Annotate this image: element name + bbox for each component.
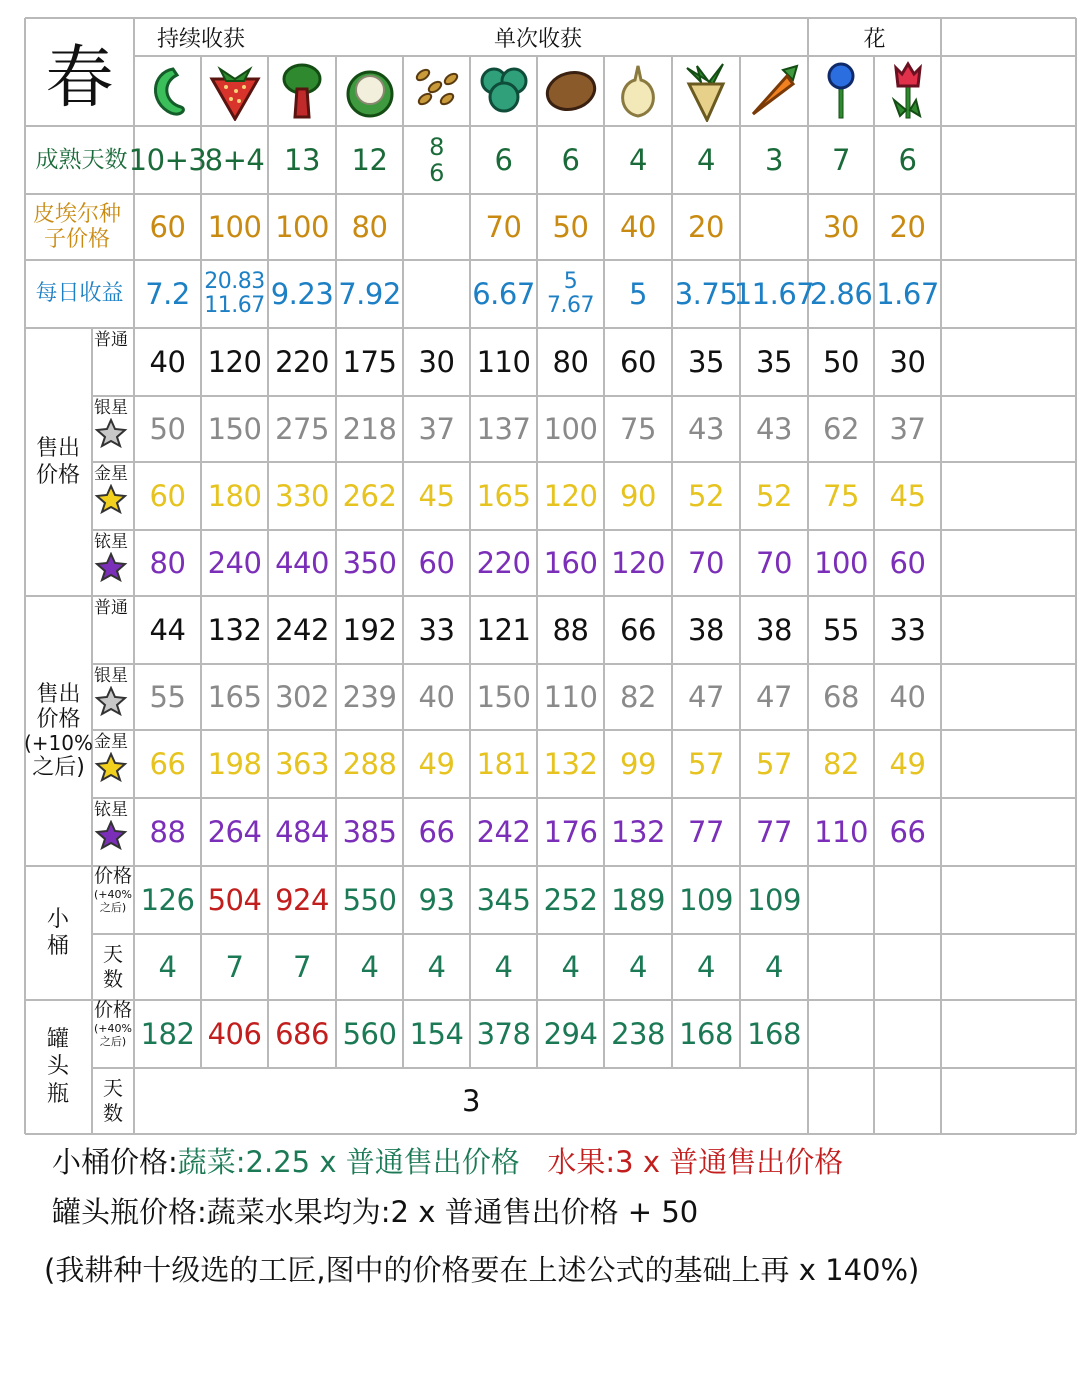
sell_normal-cell: 30 (418, 345, 455, 379)
footer-keg-formula (52, 1140, 843, 1181)
quality-label-text: 金星 (94, 464, 128, 484)
after_iridium-cell: 66 (418, 815, 455, 849)
footer-jar-formula (52, 1190, 698, 1231)
days-cell: 13 (284, 143, 320, 177)
iridium-after-star-icon (92, 820, 128, 853)
after_normal-cell: 88 (552, 613, 589, 647)
group-continuous: 持续收获 (156, 26, 245, 52)
sell_iridium-cell: 240 (207, 546, 262, 580)
keg_price-cell: 550 (342, 883, 397, 917)
quality-label-silver (92, 396, 134, 462)
sell_gold-cell: 330 (275, 479, 329, 513)
sell_silver-cell: 137 (476, 412, 531, 446)
seed_price-cell: 50 (552, 210, 589, 244)
sell_gold-cell: 52 (688, 479, 724, 513)
quality-label-text: 普通 (94, 330, 128, 350)
sell_iridium-cell: 70 (688, 546, 724, 580)
quality-label-gold (92, 462, 134, 530)
sell_gold-cell: 120 (543, 479, 598, 513)
daily_profit-cell: 7.92 (338, 277, 401, 311)
sell_normal-cell: 220 (275, 345, 329, 379)
after_iridium-cell: 242 (476, 815, 531, 849)
keg_days-cell: 4 (360, 950, 379, 984)
daily_profit-cell: 2.86 (809, 277, 873, 311)
keg_days-cell: 4 (629, 950, 647, 984)
label-line: 售出价格 (36, 681, 81, 732)
sell_gold-cell: 52 (756, 479, 792, 513)
sell_silver-cell: 150 (207, 412, 262, 446)
tulip-icon (874, 56, 941, 126)
after_normal-cell: 132 (207, 613, 262, 647)
daily_profit-cell: 6.67 (472, 277, 535, 311)
sell_silver-cell: 62 (823, 412, 859, 446)
quality-label-text: 普通 (94, 598, 128, 618)
cell-line: 5 (563, 268, 578, 294)
after_silver-cell: 82 (620, 680, 656, 714)
daily_profit-cell: 7.2 (145, 277, 190, 311)
jar_price-cell: 560 (342, 1017, 397, 1051)
row-label-jar: 罐头瓶 (46, 1026, 69, 1107)
daily_profit-cell (537, 260, 604, 328)
label-line: 之后) (32, 755, 85, 781)
daily_profit-cell (201, 260, 268, 328)
after_silver-cell: 110 (543, 680, 598, 714)
price-note-text: (+40%之后) (94, 1021, 132, 1049)
jar-days-cell: 3 (462, 1084, 480, 1118)
seed_price-cell: 70 (485, 210, 522, 244)
days-cell: 4 (629, 143, 647, 177)
keg_days-cell: 4 (494, 950, 513, 984)
daily_profit-cell: 1.67 (876, 277, 939, 311)
daily_profit-cell: 5 (629, 277, 647, 311)
row-label-days: 成熟天数 (35, 146, 128, 173)
after_iridium-cell: 110 (814, 815, 868, 849)
quality-label-gold-after (92, 730, 134, 798)
cell-line: 7.67 (547, 293, 594, 318)
wheat-icon (403, 56, 470, 126)
seed_price-cell: 60 (149, 210, 186, 244)
sell_silver-cell: 75 (620, 412, 656, 446)
quality-label-text: 银星 (94, 666, 128, 686)
daily_profit-cell: 11.67 (733, 277, 815, 311)
days-cell: 4 (697, 143, 715, 177)
after_silver-cell: 40 (889, 680, 926, 714)
after_iridium-cell: 385 (342, 815, 397, 849)
days-cell: 7 (832, 143, 850, 177)
after_gold-cell: 99 (620, 747, 656, 781)
after_normal-cell: 66 (620, 613, 656, 647)
keg_days-cell: 4 (158, 950, 177, 984)
after_iridium-cell: 176 (543, 815, 598, 849)
blue-jazz-icon (808, 56, 874, 126)
after_gold-cell: 181 (476, 747, 531, 781)
seed_price-cell: 100 (275, 210, 329, 244)
keg_price-cell: 924 (275, 883, 329, 917)
seed_price-cell: 20 (889, 210, 926, 244)
seed_price-cell: 40 (620, 210, 656, 244)
after_gold-cell: 49 (889, 747, 926, 781)
sell_iridium-cell: 70 (756, 546, 792, 580)
sell_gold-cell: 262 (342, 479, 397, 513)
after_gold-cell: 49 (418, 747, 455, 781)
seed_price-cell: 20 (688, 210, 724, 244)
gold-star-icon (92, 484, 128, 517)
price-label-text: 价格 (93, 865, 132, 887)
strawberry-icon (201, 56, 268, 126)
keg_days-cell: 7 (225, 950, 244, 984)
keg_price-cell: 109 (747, 883, 801, 917)
daily_profit-cell: 9.23 (270, 277, 334, 311)
days-cell: 12 (351, 143, 388, 177)
quality-label-text: 银星 (94, 398, 128, 418)
quality-label-iridium (92, 530, 134, 596)
sell_normal-cell: 120 (207, 345, 262, 379)
cell-line: 6 (429, 159, 444, 187)
sell_iridium-cell: 220 (476, 546, 531, 580)
seed_price-cell (740, 194, 808, 260)
after_silver-cell: 150 (476, 680, 531, 714)
keg_days-cell: 4 (561, 950, 580, 984)
after_iridium-cell: 88 (149, 815, 186, 849)
sell_gold-cell: 90 (620, 479, 656, 513)
sell_iridium-cell: 100 (814, 546, 868, 580)
sell_normal-cell: 60 (620, 345, 656, 379)
keg_price-cell: 252 (543, 883, 598, 917)
days-label-keg: 天数 (103, 942, 123, 991)
sell_normal-cell: 175 (342, 345, 397, 379)
after_gold-cell: 57 (688, 747, 724, 781)
seed_price-cell: 30 (823, 210, 859, 244)
footer-note (44, 1248, 919, 1289)
cauliflower-icon (336, 56, 403, 126)
after_normal-cell: 121 (476, 613, 531, 647)
footer-keg-fruit: 水果:3 x 普通售出价格 (547, 1145, 844, 1179)
seed_price-cell: 100 (207, 210, 262, 244)
sell_normal-cell: 50 (823, 345, 859, 379)
quality-label-normal (92, 328, 134, 396)
quality-label-text: 铱星 (94, 532, 128, 552)
price-label-text: 价格 (93, 999, 132, 1021)
keg_price-cell: 189 (611, 883, 665, 917)
days-cell: 6 (494, 143, 513, 177)
price-label-keg (92, 866, 134, 934)
quality-label-normal-after (92, 596, 134, 664)
sell_iridium-cell: 160 (543, 546, 598, 580)
after_silver-cell: 55 (149, 680, 186, 714)
quality-label-iridium-after (92, 798, 134, 866)
jar_price-cell: 182 (140, 1017, 195, 1051)
sell_normal-cell: 110 (476, 345, 531, 379)
sell_gold-cell: 60 (149, 479, 186, 513)
jar_price-cell: 168 (679, 1017, 733, 1051)
sell_gold-cell: 75 (823, 479, 859, 513)
after_silver-cell: 40 (418, 680, 455, 714)
days-label-jar: 天数 (103, 1076, 123, 1125)
keg_price-cell: 126 (140, 883, 195, 917)
sell_silver-cell: 43 (756, 412, 792, 446)
jar_price-cell: 168 (747, 1017, 801, 1051)
after_iridium-cell: 484 (275, 815, 329, 849)
daily_profit-cell (403, 260, 470, 328)
after_gold-cell: 57 (756, 747, 792, 781)
sell_silver-cell: 50 (149, 412, 186, 446)
sell_silver-cell: 43 (688, 412, 724, 446)
sell_gold-cell: 165 (476, 479, 531, 513)
row-label-seed-price: 皮埃尔种子价格 (32, 201, 121, 252)
after_gold-cell: 66 (149, 747, 186, 781)
row-label-sell-price: 售出价格 (35, 435, 80, 488)
silver-after-star-icon (92, 686, 128, 719)
sell_silver-cell: 37 (418, 412, 455, 446)
sell_iridium-cell: 60 (889, 546, 926, 580)
days-cell: 3 (765, 143, 783, 177)
days-cell: 6 (898, 143, 917, 177)
sell_gold-cell: 45 (418, 479, 455, 513)
after_gold-cell: 198 (207, 747, 262, 781)
days-cell (403, 126, 470, 194)
group-single: 单次收获 (493, 26, 582, 52)
days-cell: 6 (561, 143, 580, 177)
keg_price-cell: 345 (476, 883, 531, 917)
row-label-sell-price-after (25, 596, 92, 866)
quality-label-text: 铱星 (94, 800, 128, 820)
after_silver-cell: 239 (342, 680, 397, 714)
garlic-icon (604, 56, 672, 126)
keg_days-cell: 4 (765, 950, 783, 984)
quality-label-text: 金星 (94, 732, 128, 752)
days-cell: 8+4 (204, 143, 265, 177)
kale-icon (470, 56, 537, 126)
after_silver-cell: 68 (823, 680, 859, 714)
after_iridium-cell: 264 (207, 815, 262, 849)
green-bean-icon (134, 56, 201, 126)
sell_silver-cell: 100 (543, 412, 598, 446)
sell_iridium-cell: 350 (342, 546, 397, 580)
sell_normal-cell: 35 (688, 345, 724, 379)
sell_silver-cell: 218 (342, 412, 397, 446)
jar_price-cell: 686 (275, 1017, 329, 1051)
keg_days-cell: 7 (293, 950, 311, 984)
season-title: 春 (45, 38, 114, 118)
group-flower: 花 (863, 26, 886, 52)
sell_iridium-cell: 440 (275, 546, 329, 580)
cell-line: 20.83 (204, 268, 265, 294)
cell-line: 11.67 (204, 293, 265, 318)
after_normal-cell: 38 (688, 613, 724, 647)
keg_price-cell: 504 (207, 883, 262, 917)
footer-keg-veg: 蔬菜:2.25 x 普通售出价格 (177, 1145, 520, 1179)
jar_price-cell: 294 (543, 1017, 598, 1051)
seed_price-cell (403, 194, 470, 260)
footer-jar-text: 罐头瓶价格:蔬菜水果均为:2 x 普通售出价格 + 50 (52, 1195, 699, 1229)
days-cell: 10+3 (128, 143, 207, 177)
cell-line: 8 (429, 132, 444, 161)
after_silver-cell: 165 (207, 680, 262, 714)
iridium-star-icon (92, 552, 128, 585)
sell_gold-cell: 180 (207, 479, 262, 513)
sell_iridium-cell: 80 (149, 546, 186, 580)
after_gold-cell: 288 (342, 747, 397, 781)
row-label-daily-profit: 每日收益 (35, 281, 124, 307)
sell_iridium-cell: 120 (611, 546, 665, 580)
keg_price-cell: 109 (679, 883, 733, 917)
sell_normal-cell: 80 (552, 345, 589, 379)
sell_silver-cell: 37 (889, 412, 926, 446)
after_normal-cell: 242 (275, 613, 329, 647)
keg_days-cell: 4 (697, 950, 715, 984)
after_silver-cell: 302 (275, 680, 329, 714)
jar_price-cell: 238 (611, 1017, 665, 1051)
after_normal-cell: 44 (149, 613, 186, 647)
gold-after-star-icon (92, 752, 128, 785)
after_normal-cell: 192 (342, 613, 397, 647)
after_normal-cell: 33 (889, 613, 926, 647)
seed_price-cell: 80 (351, 210, 388, 244)
daily_profit-cell: 3.75 (674, 277, 738, 311)
sell_silver-cell: 275 (275, 412, 329, 446)
potato-icon (537, 56, 604, 126)
after_silver-cell: 47 (688, 680, 724, 714)
jar_price-cell: 406 (207, 1017, 262, 1051)
sell_normal-cell: 35 (756, 345, 792, 379)
after_iridium-cell: 77 (756, 815, 792, 849)
footer-note-text: (我耕种十级选的工匠,图中的价格要在上述公式的基础上再 x 140%) (44, 1253, 920, 1287)
after_silver-cell: 47 (756, 680, 792, 714)
keg_days-cell: 4 (427, 950, 446, 984)
parsnip-icon (672, 56, 740, 126)
after_normal-cell: 38 (756, 613, 792, 647)
after_normal-cell: 33 (418, 613, 455, 647)
after_iridium-cell: 66 (889, 815, 926, 849)
sell_gold-cell: 45 (889, 479, 926, 513)
jar_price-cell: 154 (409, 1017, 464, 1051)
footer-keg-label: 小桶价格: (52, 1145, 178, 1179)
after_gold-cell: 132 (543, 747, 598, 781)
quality-label-silver-after (92, 664, 134, 730)
after_iridium-cell: 77 (688, 815, 724, 849)
keg_price-cell: 93 (418, 883, 455, 917)
after_gold-cell: 82 (823, 747, 859, 781)
price-label-jar (92, 1000, 134, 1068)
row-label-keg: 小桶 (46, 906, 69, 959)
sell_normal-cell: 40 (149, 345, 186, 379)
label-line: (+10% (24, 731, 94, 756)
after_normal-cell: 55 (823, 613, 859, 647)
sell_iridium-cell: 60 (418, 546, 455, 580)
after_iridium-cell: 132 (611, 815, 665, 849)
rhubarb-icon (268, 56, 336, 126)
silver-star-icon (92, 418, 128, 451)
after_gold-cell: 363 (275, 747, 329, 781)
price-note-text: (+40%之后) (94, 887, 132, 915)
jar_price-cell: 378 (476, 1017, 531, 1051)
carrot-icon (740, 56, 808, 126)
sell_normal-cell: 30 (889, 345, 926, 379)
